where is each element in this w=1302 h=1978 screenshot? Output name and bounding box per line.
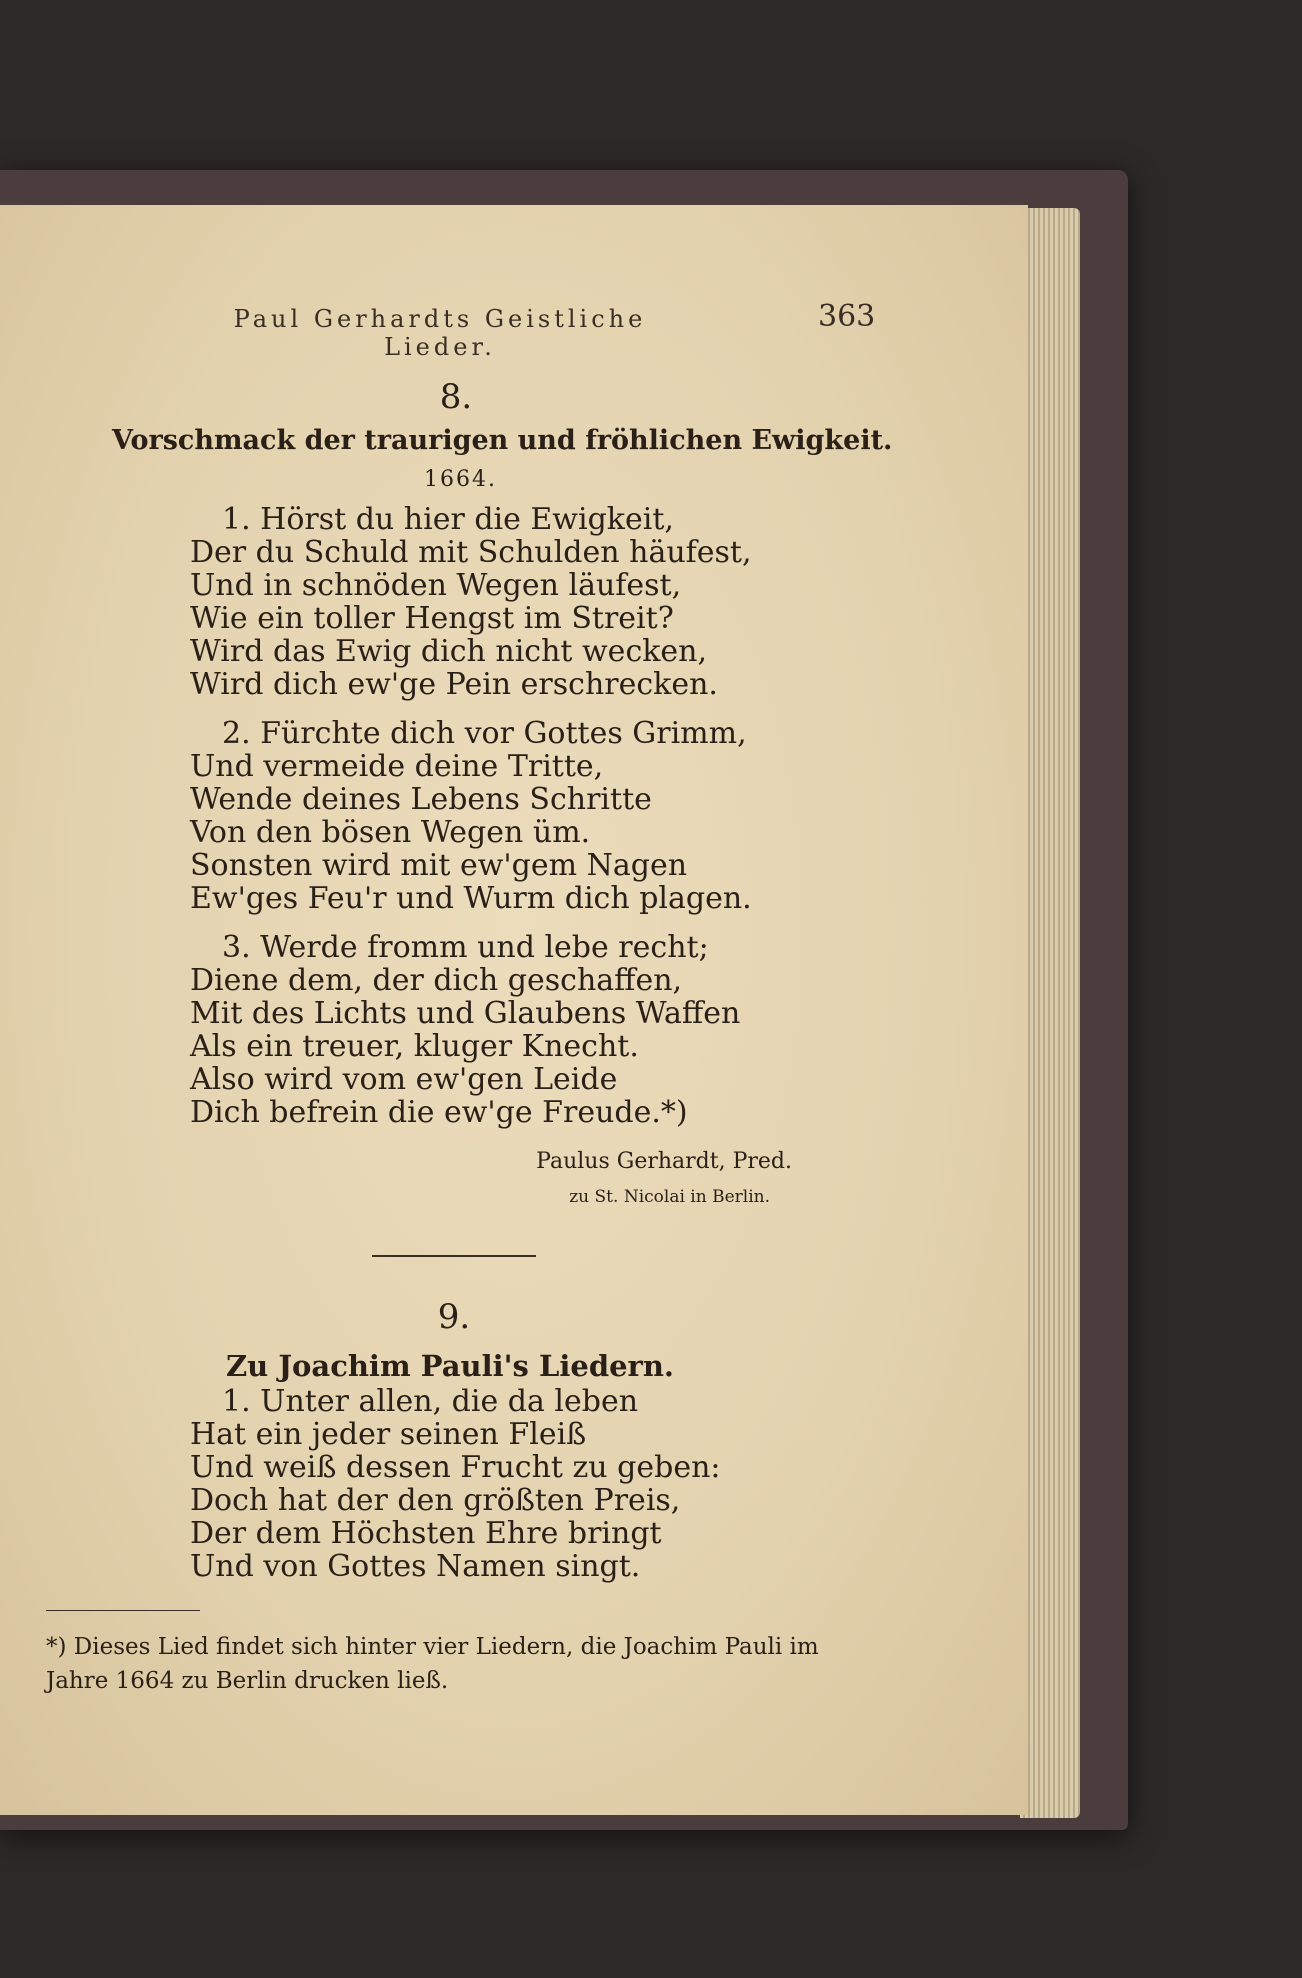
author: Paulus Gerhardt, Pred.: [536, 1149, 792, 1174]
verse-line: Mit des Lichts und Glaubens Waffen: [190, 996, 741, 1031]
verse-line: Ew'ges Feu'r und Wurm dich plagen.: [190, 881, 752, 916]
verse-line: Als ein treuer, kluger Knecht.: [190, 1029, 639, 1064]
verse-line: Und vermeide deine Tritte,: [190, 749, 604, 784]
verse-line: Dich befrein die ew'ge Freude.*): [190, 1095, 688, 1130]
stanza: [190, 931, 740, 1129]
song-title: Zu Joachim Pauli's Liedern.: [225, 1349, 675, 1383]
verse-line: 3. Werde fromm und lebe recht;: [222, 930, 709, 965]
verse-line: 2. Fürchte dich vor Gottes Grimm,: [222, 716, 747, 751]
page-edges: [1020, 208, 1080, 1818]
author-affiliation: zu St. Nicolai in Berlin.: [569, 1187, 770, 1207]
song-year: 1664.: [424, 467, 497, 492]
running-head: Paul Gerhardts Geistliche Lieder.: [233, 305, 647, 361]
verse-line: Wie ein toller Hengst im Streit?: [190, 601, 674, 636]
verse-line: Also wird vom ew'gen Leide: [190, 1062, 618, 1097]
verse-line: Und weiß dessen Frucht zu geben:: [190, 1450, 721, 1485]
song-number: 9.: [437, 1297, 471, 1337]
verse-line: Von den bösen Wegen üm.: [190, 815, 591, 850]
verse-line: Diene dem, der dich geschaffen,: [190, 963, 683, 998]
verse-line: Sonsten wird mit ew'gem Nagen: [190, 848, 688, 883]
footnote: *) Dieses Lied findet sich hinter vier Liedern, die Joachim Pauli im Jahre 1664 zu Berlin drucken ließ.: [46, 1634, 819, 1694]
stanza: [190, 1385, 721, 1583]
verse-line: Der du Schuld mit Schulden häufest,: [190, 535, 752, 570]
section-divider: [372, 1255, 536, 1257]
verse-line: Und in schnöden Wegen läufest,: [190, 568, 682, 603]
verse-line: Doch hat der den größten Preis,: [190, 1483, 681, 1518]
verse-line: Wird das Ewig dich nicht wecken,: [190, 634, 708, 669]
verse-line: 1. Hörst du hier die Ewigkeit,: [222, 502, 674, 537]
verse-line: Wird dich ew'ge Pein erschrecken.: [190, 667, 718, 702]
verse-line: Und von Gottes Namen singt.: [190, 1549, 641, 1584]
verse-line: Wende deines Lebens Schritte: [190, 782, 652, 817]
stanza: [190, 717, 752, 915]
song-number: 8.: [439, 377, 473, 417]
footnote-rule: [46, 1610, 200, 1611]
song-title: Vorschmack der traurigen und fröhlichen Ewigkeit.: [112, 425, 893, 456]
page-number: 363: [818, 299, 876, 334]
verse-line: Hat ein jeder seinen Fleiß: [190, 1417, 587, 1452]
verse-line: 1. Unter allen, die da leben: [222, 1384, 639, 1419]
verse-line: Der dem Höchsten Ehre bringt: [190, 1516, 662, 1551]
book-page: [0, 205, 1028, 1815]
stanza: [190, 503, 752, 701]
